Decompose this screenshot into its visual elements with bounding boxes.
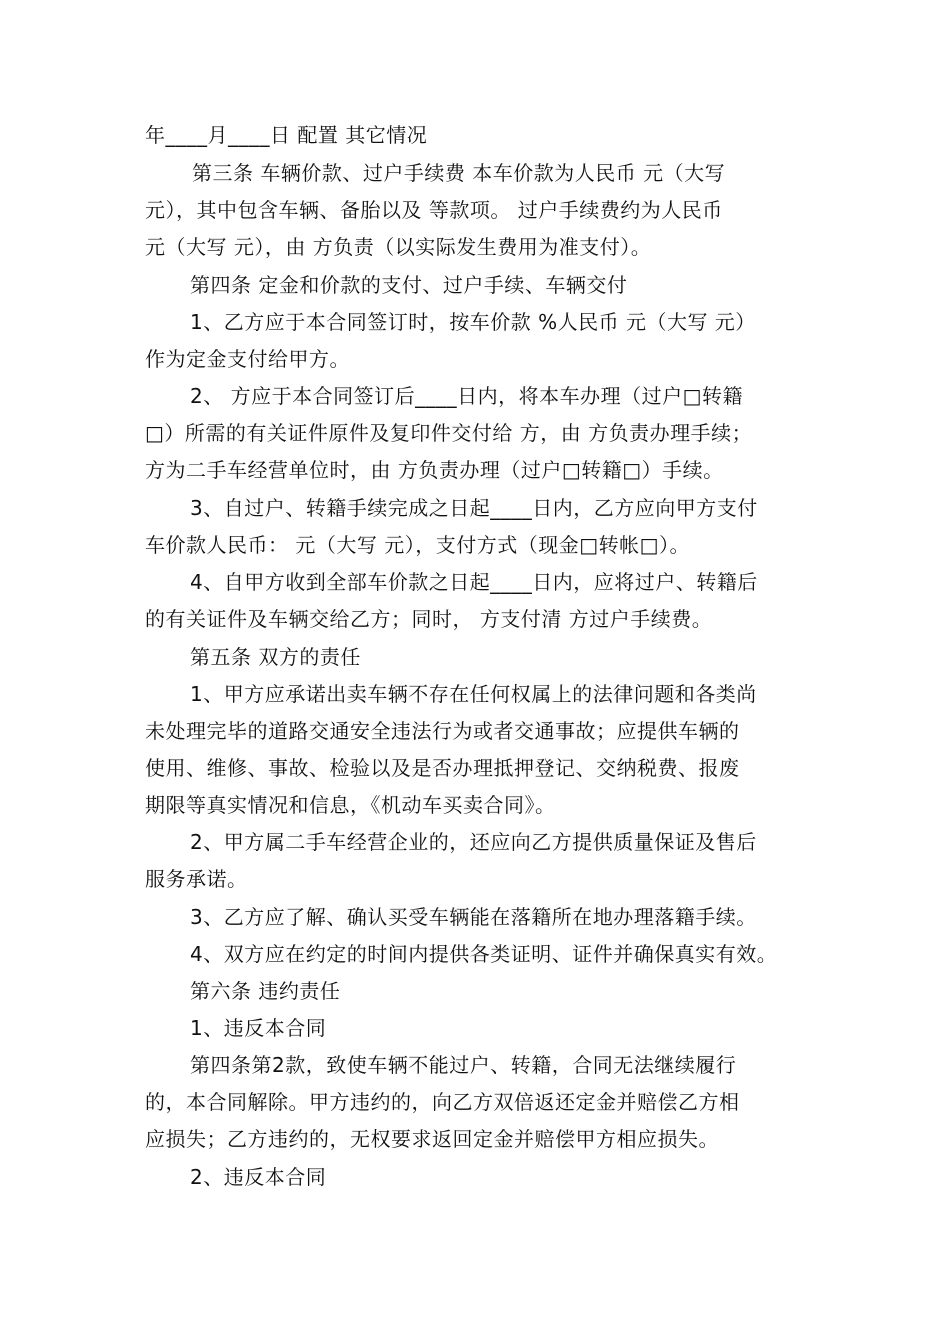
text-line: 第四条第2款，致使车辆不能过户、转籍，合同无法继续履行: [190, 1053, 737, 1077]
text-line: 3、乙方应了解、确认买受车辆能在落籍所在地办理落籍手续。: [190, 905, 757, 929]
article-4-heading: 第四条 定金和价款的支付、过户手续、车辆交付: [190, 273, 628, 297]
text-line: 3、自过户、转籍手续完成之日起____日内，乙方应向甲方支付: [190, 496, 758, 520]
text-line: 元），其中包含车辆、备胎以及 等款项。 过户手续费约为人民币: [145, 198, 723, 222]
article-3-heading: 第三条 车辆价款、过户手续费 本车价款为人民币 元（大写: [192, 161, 726, 185]
text-line: 1、违反本合同: [190, 1016, 327, 1040]
text-line: □）所需的有关证件原件及复印件交付给 方，由 方负责办理手续；: [145, 421, 753, 445]
text-line: 4、自甲方收到全部车价款之日起____日内，应将过户、转籍后: [190, 570, 758, 594]
text-line: 作为定金支付给甲方。: [145, 347, 350, 371]
text-line: 元（大写 元），由 方负责（以实际发生费用为准支付）。: [145, 235, 652, 259]
text-line: 年____月____日 配置 其它情况: [145, 123, 428, 147]
text-line: 2、违反本合同: [190, 1165, 327, 1189]
text-line: 4、双方应在约定的时间内提供各类证明、证件并确保真实有效。: [190, 942, 778, 966]
text-line: 使用、维修、事故、检验以及是否办理抵押登记、交纳税费、报废: [145, 756, 740, 780]
text-line: 未处理完毕的道路交通安全违法行为或者交通事故；应提供车辆的: [145, 719, 740, 743]
text-line: 2、甲方属二手车经营企业的，还应向乙方提供质量保证及售后: [190, 830, 757, 854]
text-line: 方为二手车经营单位时，由 方负责办理（过户□转籍□）手续。: [145, 458, 724, 482]
text-line: 1、乙方应于本合同签订时，按车价款 %人民币 元（大写 元）: [190, 310, 756, 334]
text-line: 的，本合同解除。甲方违约的，向乙方双倍返还定金并赔偿乙方相: [145, 1090, 740, 1114]
text-line: 应损失；乙方违约的，无权要求返回定金并赔偿甲方相应损失。: [145, 1127, 719, 1151]
article-6-heading: 第六条 违约责任: [190, 979, 341, 1003]
text-line: 的有关证件及车辆交给乙方；同时， 方支付清 方过户手续费。: [145, 607, 713, 631]
text-line: 服务承诺。: [145, 867, 248, 891]
text-line: 2、 方应于本合同签订后____日内，将本车办理（过户□转籍: [190, 384, 743, 408]
text-line: 期限等真实情况和信息，《机动车买卖合同》。: [145, 793, 556, 817]
text-line: 1、甲方应承诺出卖车辆不存在任何权属上的法律问题和各类尚: [190, 682, 757, 706]
text-line: 车价款人民币： 元（大写 元），支付方式（现金□转帐□）。: [145, 533, 691, 557]
article-5-heading: 第五条 双方的责任: [190, 645, 361, 669]
